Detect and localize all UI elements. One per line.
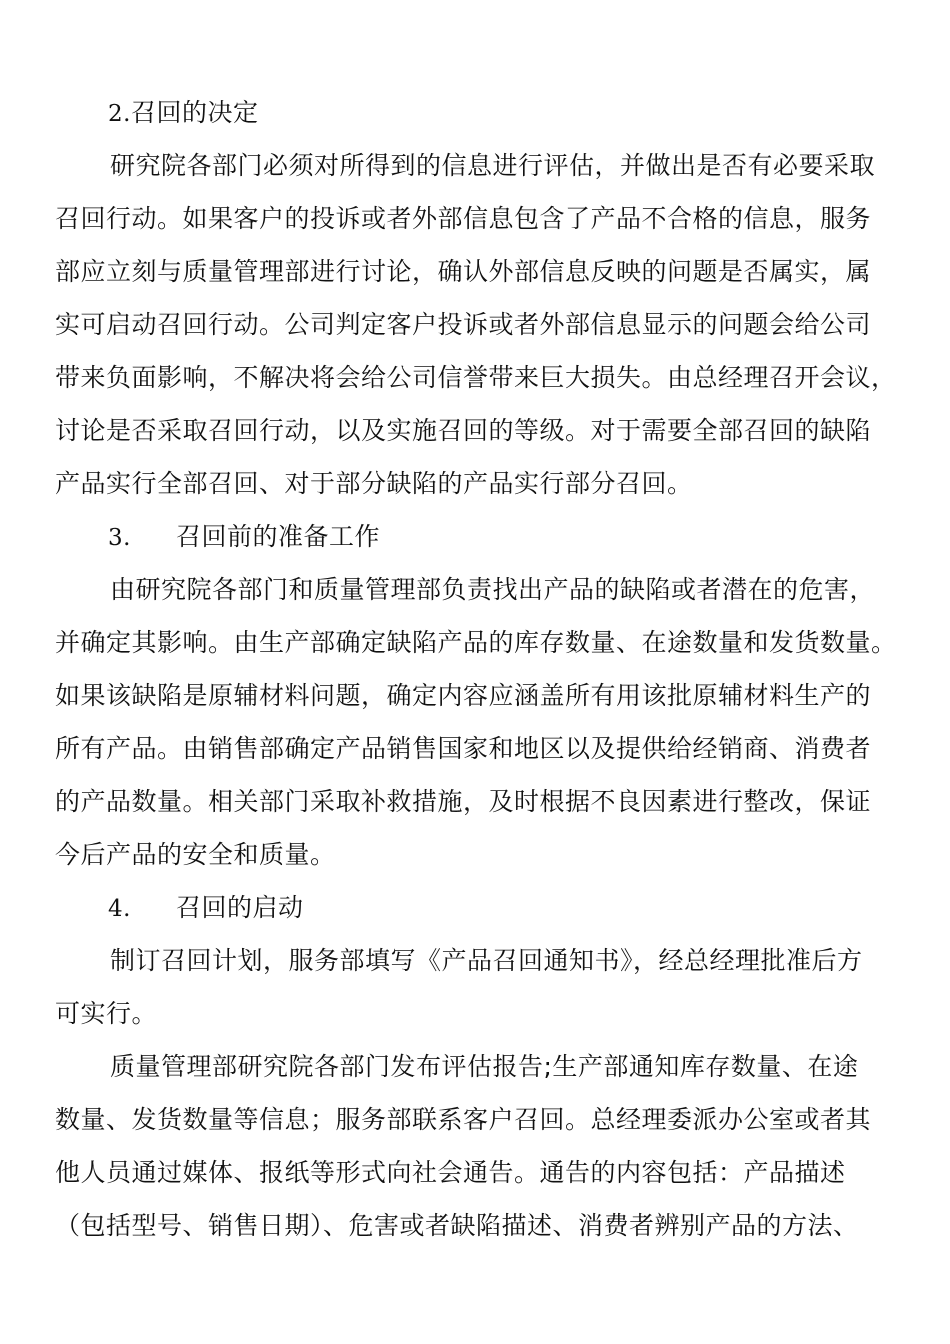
paragraph-line: 他人员通过媒体、报纸等形式向社会通告。通告的内容包括：产品描述 bbox=[55, 1158, 846, 1187]
paragraph-line: 的产品数量。相关部门采取补救措施，及时根据不良因素进行整改，保证 bbox=[55, 787, 872, 816]
paragraph-line: 今后产品的安全和质量。 bbox=[55, 840, 336, 869]
paragraph-line: 讨论是否采取召回行动，以及实施召回的等级。对于需要全部召回的缺陷 bbox=[55, 416, 872, 445]
paragraph-line: 产品实行全部召回、对于部分缺陷的产品实行部分召回。 bbox=[55, 469, 693, 498]
paragraph-line: 制订召回计划，服务部填写《产品召回通知书》，经总经理批准后方 bbox=[110, 946, 863, 975]
paragraph-line: 并确定其影响。由生产部确定缺陷产品的库存数量、在途数量和发货数量。 bbox=[55, 628, 897, 657]
section-title: 召回前的准备工作 bbox=[176, 522, 381, 551]
paragraph-line: 召回行动。如果客户的投诉或者外部信息包含了产品不合格的信息，服务 bbox=[55, 204, 872, 233]
paragraph-line: 质量管理部研究院各部门发布评估报告;生产部通知库存数量、在途 bbox=[110, 1052, 859, 1081]
section-title: 召回的决定 bbox=[130, 98, 259, 127]
section-heading-2 bbox=[108, 93, 950, 133]
paragraph-line: 由研究院各部门和质量管理部负责找出产品的缺陷或者潜在的危害， bbox=[110, 575, 876, 604]
paragraph-line: 可实行。 bbox=[55, 999, 158, 1028]
paragraph-line: 数量、发货数量等信息；服务部联系客户召回。总经理委派办公室或者其 bbox=[55, 1105, 872, 1134]
paragraph-line: 如果该缺陷是原辅材料问题，确定内容应涵盖所有用该批原辅材料生产的 bbox=[55, 681, 872, 710]
paragraph-line: 实可启动召回行动。公司判定客户投诉或者外部信息显示的问题会给公司 bbox=[55, 310, 872, 339]
paragraph-line: 所有产品。由销售部确定产品销售国家和地区以及提供给经销商、消费者 bbox=[55, 734, 872, 763]
paragraph-line: 部应立刻与质量管理部进行讨论，确认外部信息反映的问题是否属实，属 bbox=[55, 257, 872, 286]
section-number: 2. bbox=[108, 101, 131, 127]
section-heading-3 bbox=[108, 517, 950, 557]
section-number: 4. bbox=[108, 896, 131, 922]
section-number: 3. bbox=[108, 525, 131, 551]
paragraph-line: （包括型号、销售日期）、危害或者缺陷描述、消费者辨别产品的方法、 bbox=[55, 1211, 859, 1240]
paragraph-line: 带来负面影响，不解决将会给公司信誉带来巨大损失。由总经理召开会议， bbox=[55, 363, 897, 392]
paragraph-line: 研究院各部门必须对所得到的信息进行评估，并做出是否有必要采取 bbox=[110, 151, 876, 180]
section-heading-4 bbox=[108, 888, 950, 928]
section-title: 召回的启动 bbox=[176, 893, 304, 922]
